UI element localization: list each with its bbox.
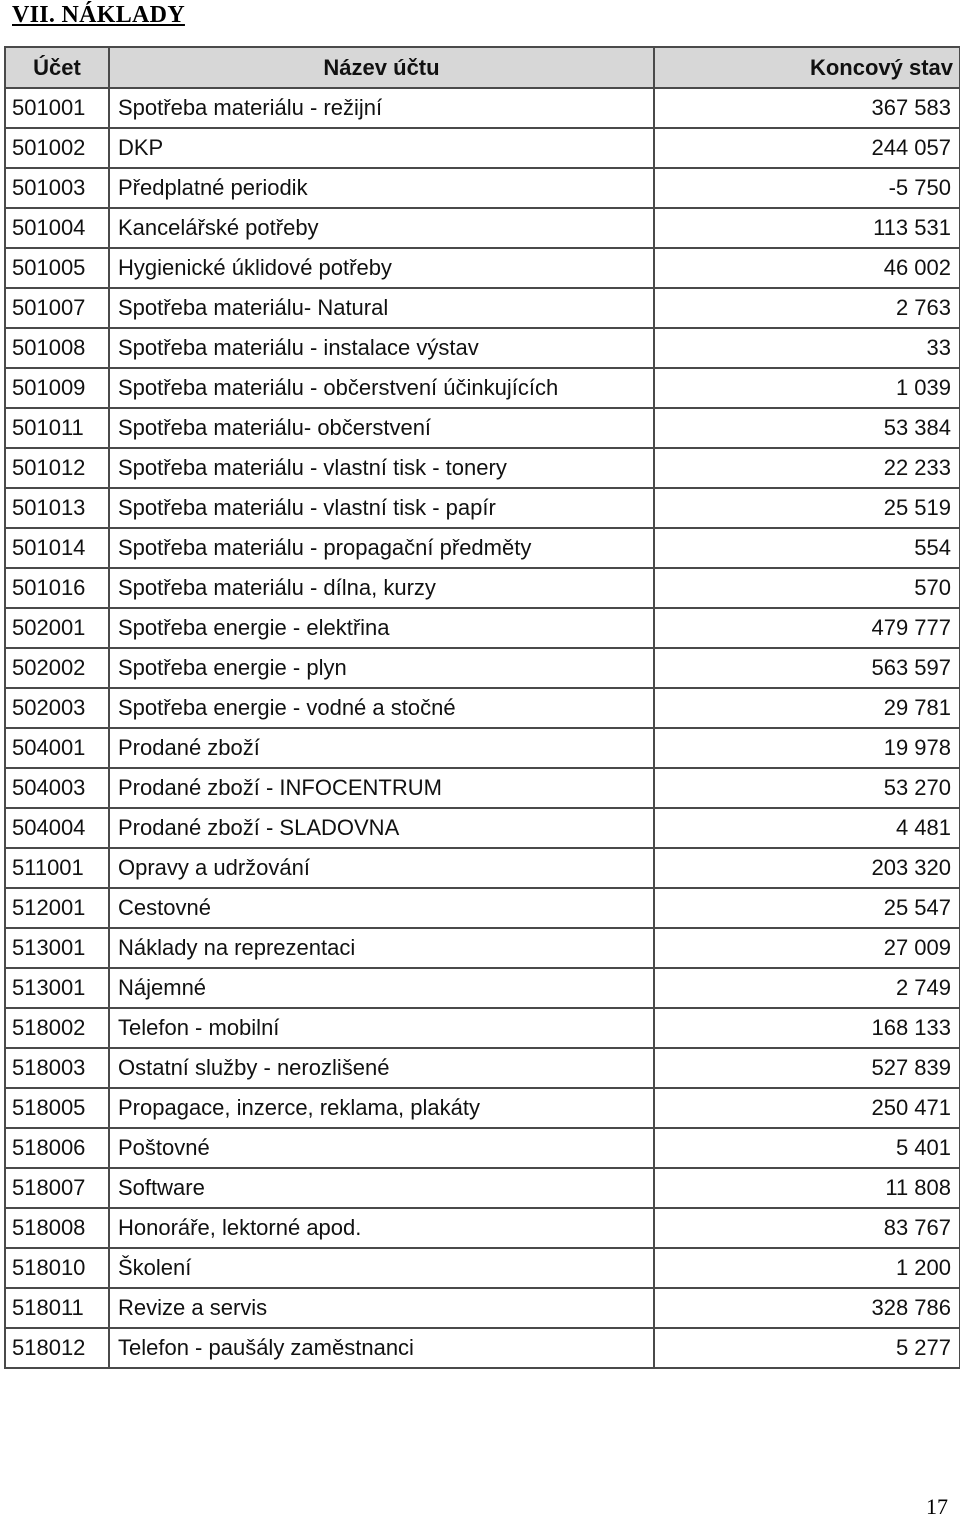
table-row [5, 568, 960, 608]
account-name-cell: Spotřeba materiálu - vlastní tisk - papír [109, 488, 654, 528]
table-row [5, 488, 960, 528]
table-row [5, 208, 960, 248]
account-name-cell: Náklady na reprezentaci [109, 928, 654, 968]
account-code-cell: 513001 [5, 968, 109, 1008]
closing-balance-cell: 244 057 [654, 128, 960, 168]
account-name-cell: Spotřeba materiálu - instalace výstav [109, 328, 654, 368]
account-code-cell: 501012 [5, 448, 109, 488]
account-name-cell: DKP [109, 128, 654, 168]
table-row [5, 688, 960, 728]
closing-balance-cell: 168 133 [654, 1008, 960, 1048]
column-header-account: Účet [5, 47, 109, 88]
account-name-cell: Propagace, inzerce, reklama, plakáty [109, 1088, 654, 1128]
account-name-cell: Prodané zboží - SLADOVNA [109, 808, 654, 848]
account-name-cell: Spotřeba materiálu - dílna, kurzy [109, 568, 654, 608]
table-row [5, 608, 960, 648]
table-row [5, 408, 960, 448]
account-code-cell: 501002 [5, 128, 109, 168]
closing-balance-cell: 570 [654, 568, 960, 608]
account-code-cell: 518010 [5, 1248, 109, 1288]
table-row [5, 1048, 960, 1088]
account-code-cell: 518007 [5, 1168, 109, 1208]
closing-balance-cell: 53 270 [654, 768, 960, 808]
table-row [5, 88, 960, 128]
table-row [5, 528, 960, 568]
account-code-cell: 501004 [5, 208, 109, 248]
table-row [5, 728, 960, 768]
table-row [5, 328, 960, 368]
closing-balance-cell: 27 009 [654, 928, 960, 968]
table-row [5, 888, 960, 928]
table-row [5, 1008, 960, 1048]
account-code-cell: 501005 [5, 248, 109, 288]
account-name-cell: Spotřeba materiálu - režijní [109, 88, 654, 128]
account-code-cell: 502003 [5, 688, 109, 728]
table-row [5, 368, 960, 408]
table-row [5, 848, 960, 888]
account-code-cell: 501003 [5, 168, 109, 208]
closing-balance-cell: 1 039 [654, 368, 960, 408]
closing-balance-cell: 563 597 [654, 648, 960, 688]
account-code-cell: 518003 [5, 1048, 109, 1088]
account-code-cell: 518002 [5, 1008, 109, 1048]
closing-balance-cell: 328 786 [654, 1288, 960, 1328]
closing-balance-cell: 2 749 [654, 968, 960, 1008]
account-code-cell: 501011 [5, 408, 109, 448]
account-name-cell: Telefon - paušály zaměstnanci [109, 1328, 654, 1368]
closing-balance-cell: 4 481 [654, 808, 960, 848]
closing-balance-cell: 5 277 [654, 1328, 960, 1368]
closing-balance-cell: -5 750 [654, 168, 960, 208]
account-name-cell: Nájemné [109, 968, 654, 1008]
table-body [5, 88, 960, 1368]
closing-balance-cell: 250 471 [654, 1088, 960, 1128]
closing-balance-cell: 367 583 [654, 88, 960, 128]
account-name-cell: Cestovné [109, 888, 654, 928]
account-name-cell: Opravy a udržování [109, 848, 654, 888]
table-row [5, 288, 960, 328]
closing-balance-cell: 53 384 [654, 408, 960, 448]
closing-balance-cell: 83 767 [654, 1208, 960, 1248]
table-row [5, 968, 960, 1008]
account-code-cell: 518005 [5, 1088, 109, 1128]
table-row [5, 1088, 960, 1128]
account-code-cell: 504003 [5, 768, 109, 808]
table-row [5, 928, 960, 968]
account-code-cell: 501014 [5, 528, 109, 568]
table-row [5, 1248, 960, 1288]
closing-balance-cell: 25 547 [654, 888, 960, 928]
table-row [5, 128, 960, 168]
table-row [5, 768, 960, 808]
account-code-cell: 501007 [5, 288, 109, 328]
account-name-cell: Software [109, 1168, 654, 1208]
account-name-cell: Spotřeba materiálu - propagační předměty [109, 528, 654, 568]
account-code-cell: 518008 [5, 1208, 109, 1248]
account-code-cell: 501016 [5, 568, 109, 608]
account-name-cell: Spotřeba energie - plyn [109, 648, 654, 688]
account-name-cell: Hygienické úklidové potřeby [109, 248, 654, 288]
table-row [5, 648, 960, 688]
account-code-cell: 501013 [5, 488, 109, 528]
account-name-cell: Spotřeba energie - elektřina [109, 608, 654, 648]
account-code-cell: 502001 [5, 608, 109, 648]
account-code-cell: 513001 [5, 928, 109, 968]
table-row [5, 1328, 960, 1368]
closing-balance-cell: 25 519 [654, 488, 960, 528]
table-row [5, 1168, 960, 1208]
account-code-cell: 501008 [5, 328, 109, 368]
account-code-cell: 518011 [5, 1288, 109, 1328]
closing-balance-cell: 5 401 [654, 1128, 960, 1168]
table-row [5, 168, 960, 208]
account-name-cell: Revize a servis [109, 1288, 654, 1328]
closing-balance-cell: 527 839 [654, 1048, 960, 1088]
column-header-closing-balance: Koncový stav [654, 47, 960, 88]
account-code-cell: 518012 [5, 1328, 109, 1368]
account-name-cell: Spotřeba materiálu - občerstvení účinkujících [109, 368, 654, 408]
account-name-cell: Spotřeba materiálu - vlastní tisk - tonery [109, 448, 654, 488]
closing-balance-cell: 113 531 [654, 208, 960, 248]
account-code-cell: 501009 [5, 368, 109, 408]
closing-balance-cell: 479 777 [654, 608, 960, 648]
account-code-cell: 502002 [5, 648, 109, 688]
closing-balance-cell: 1 200 [654, 1248, 960, 1288]
account-name-cell: Spotřeba materiálu- občerstvení [109, 408, 654, 448]
table-row [5, 448, 960, 488]
closing-balance-cell: 2 763 [654, 288, 960, 328]
table-row [5, 248, 960, 288]
closing-balance-cell: 203 320 [654, 848, 960, 888]
account-name-cell: Spotřeba materiálu- Natural [109, 288, 654, 328]
account-name-cell: Školení [109, 1248, 654, 1288]
account-name-cell: Poštovné [109, 1128, 654, 1168]
table-row [5, 1288, 960, 1328]
closing-balance-cell: 29 781 [654, 688, 960, 728]
section-title: VII. NÁKLADY [12, 2, 185, 28]
account-code-cell: 504001 [5, 728, 109, 768]
expense-accounts-table [4, 46, 960, 1369]
closing-balance-cell: 46 002 [654, 248, 960, 288]
account-name-cell: Kancelářské potřeby [109, 208, 654, 248]
closing-balance-cell: 22 233 [654, 448, 960, 488]
table-row [5, 1128, 960, 1168]
page-number: 17 [926, 1494, 948, 1519]
account-code-cell: 511001 [5, 848, 109, 888]
account-code-cell: 501001 [5, 88, 109, 128]
account-name-cell: Prodané zboží [109, 728, 654, 768]
column-header-account-name: Název účtu [109, 47, 654, 88]
closing-balance-cell: 554 [654, 528, 960, 568]
closing-balance-cell: 33 [654, 328, 960, 368]
account-code-cell: 504004 [5, 808, 109, 848]
account-code-cell: 512001 [5, 888, 109, 928]
account-name-cell: Prodané zboží - INFOCENTRUM [109, 768, 654, 808]
account-name-cell: Honoráře, lektorné apod. [109, 1208, 654, 1248]
account-name-cell: Telefon - mobilní [109, 1008, 654, 1048]
closing-balance-cell: 11 808 [654, 1168, 960, 1208]
closing-balance-cell: 19 978 [654, 728, 960, 768]
account-name-cell: Předplatné periodik [109, 168, 654, 208]
table-row [5, 1208, 960, 1248]
table-header-row [5, 47, 960, 88]
account-name-cell: Ostatní služby - nerozlišené [109, 1048, 654, 1088]
account-code-cell: 518006 [5, 1128, 109, 1168]
table-row [5, 808, 960, 848]
account-name-cell: Spotřeba energie - vodné a stočné [109, 688, 654, 728]
